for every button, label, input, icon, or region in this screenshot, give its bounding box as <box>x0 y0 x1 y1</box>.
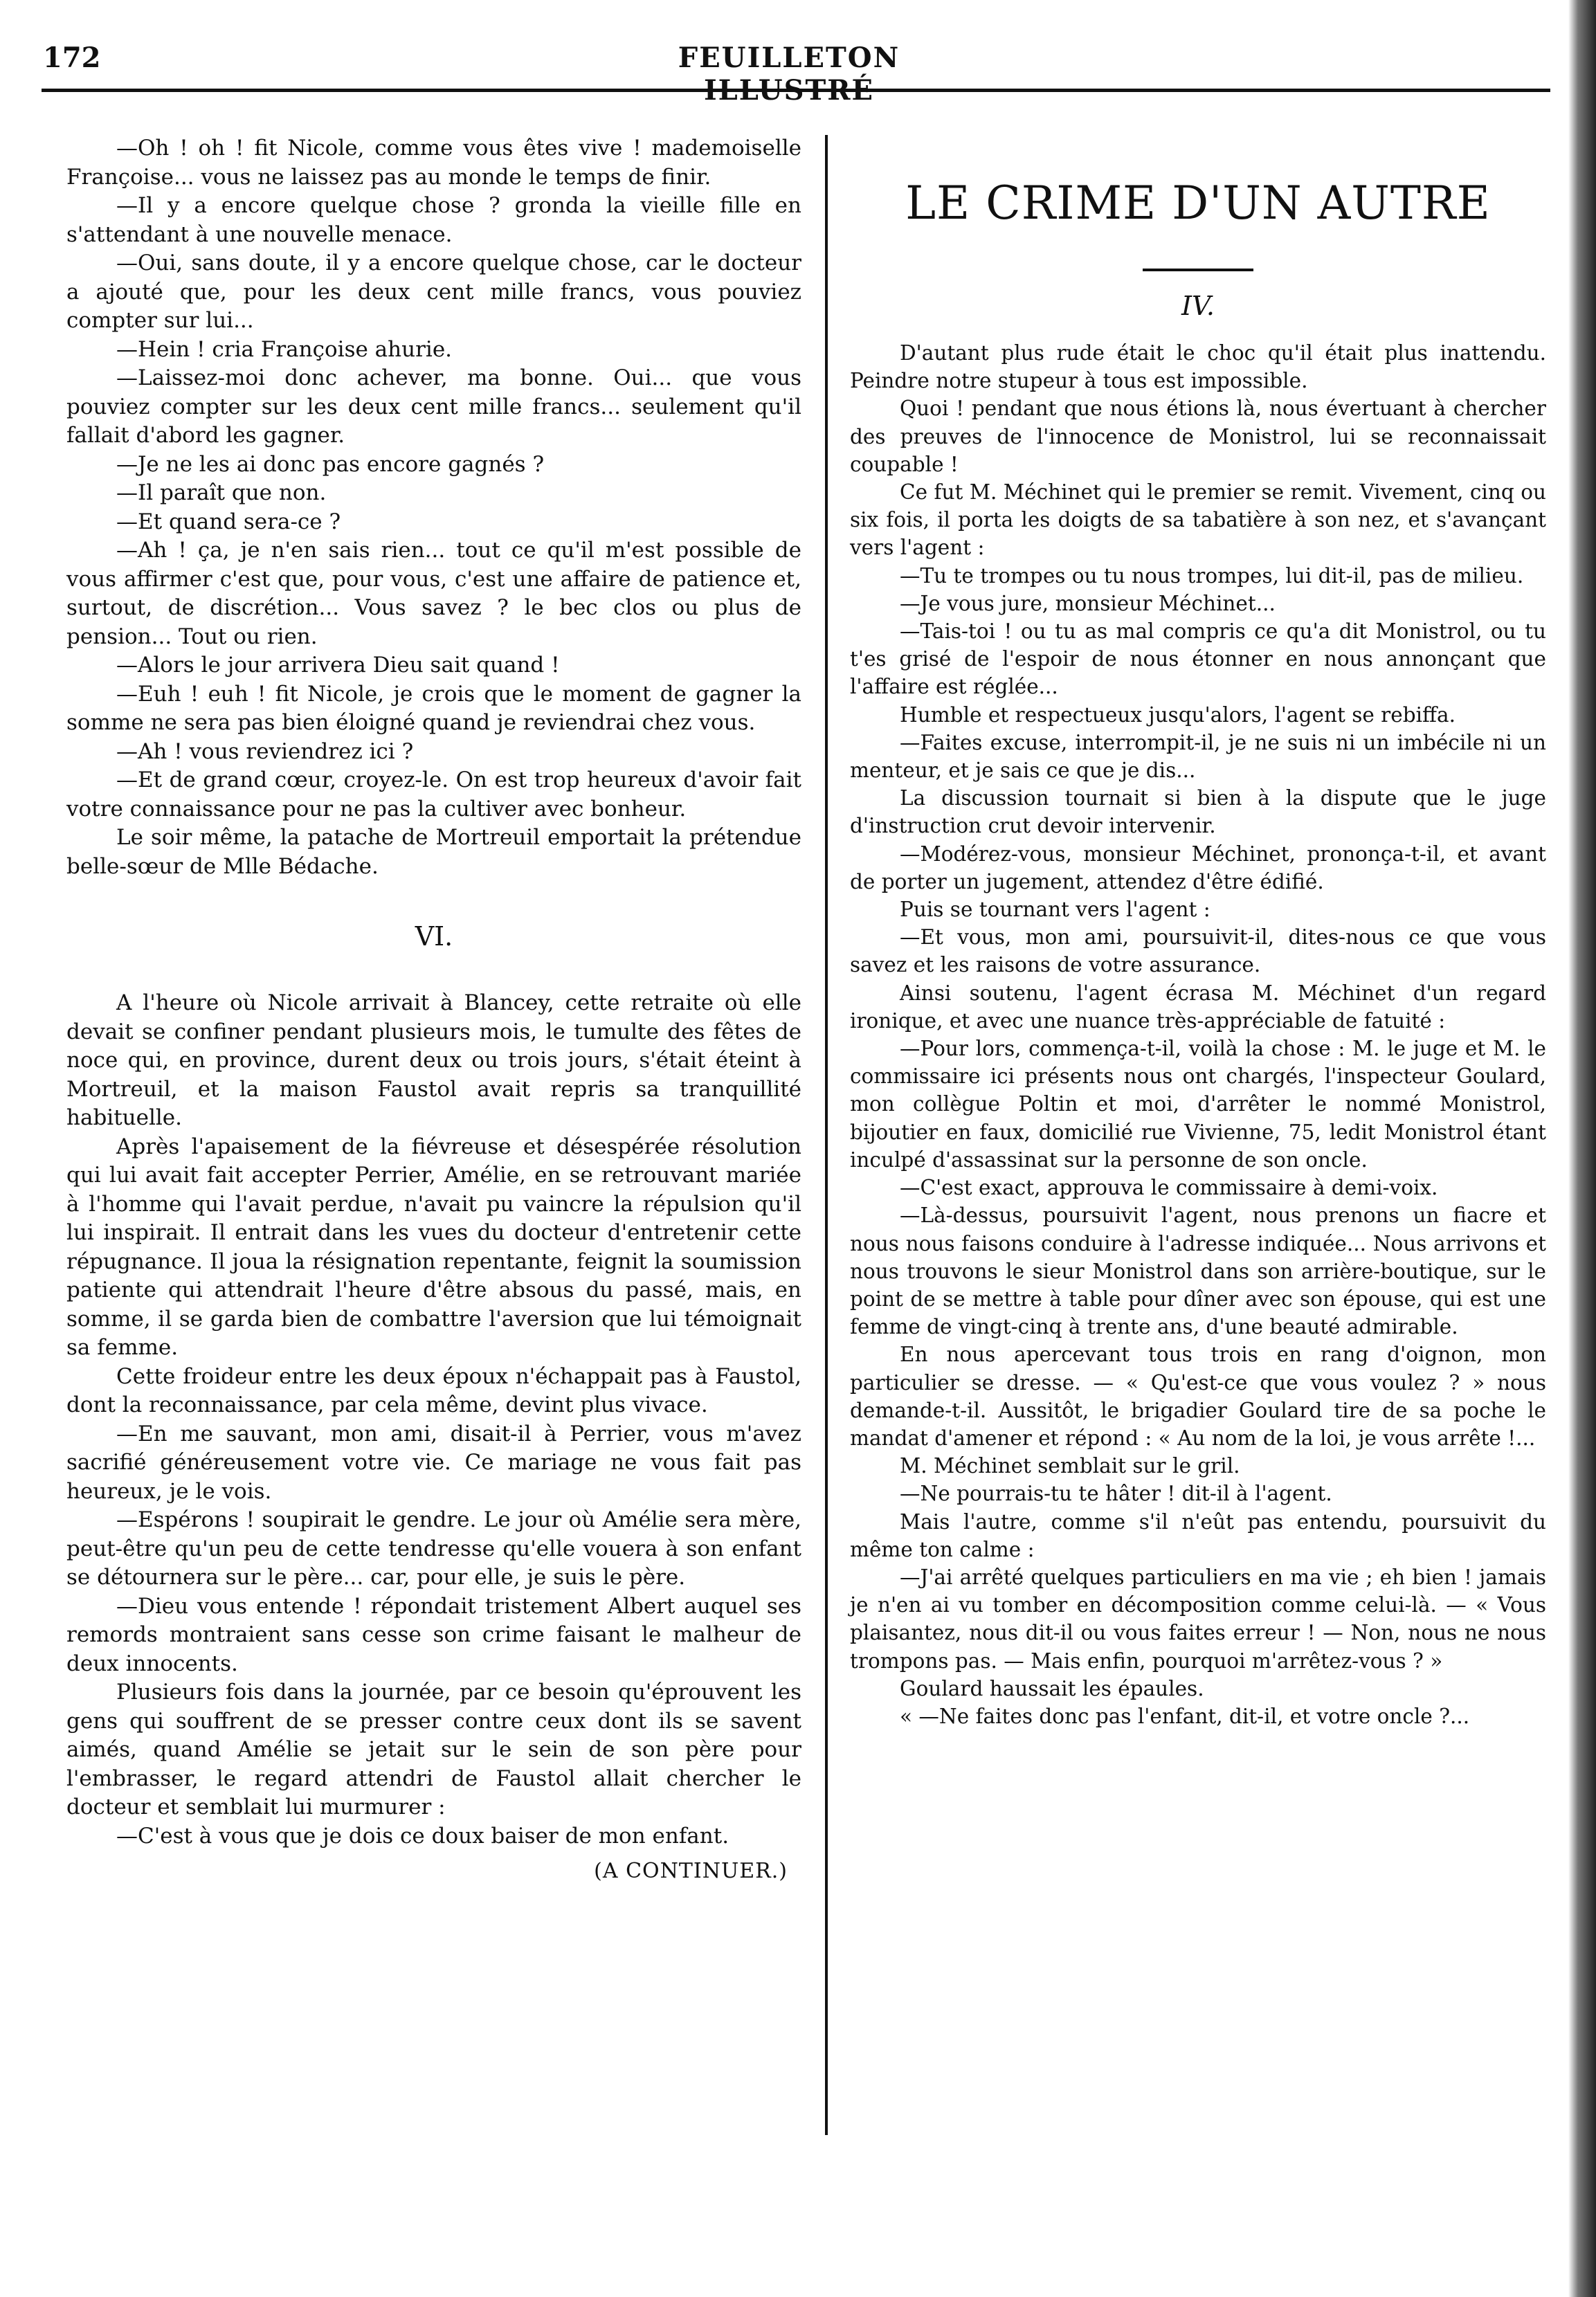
paragraph: —Modérez-vous, monsieur Méchinet, prononça-t-il, et avant de porter un jugement, attendez d'être édifié. <box>850 842 1546 893</box>
paragraph: Après l'apaisement de la fiévreuse et désespérée résolution qui lui avait fait accepter Perrier, Amélie, en se retrouvant mariée à l'homme qui l'avait perdue, n'avait pu vaincre la répulsion qu'il lui inspirait. Il entrait dans les vues du docteur d'entretenir cette répugnance. Il joua la résignation repentante, feignit la soumission patiente qui attendrait l'heure d'être absous du passé, mais, en somme, il se garda bien de combattre l'aversion que lui témoignait sa femme. <box>66 1134 801 1360</box>
page-number: 172 <box>43 42 101 74</box>
section-heading: VI. <box>415 921 453 952</box>
right-column-text <box>850 339 1546 1730</box>
paragraph: —Et quand sera-ce ? <box>116 509 341 534</box>
paragraph: —Ah ! vous reviendrez ici ? <box>116 738 414 764</box>
left-column-text-bottom <box>66 989 801 1851</box>
paragraph: —Alors le jour arrivera Dieu sait quand ! <box>116 653 560 678</box>
paragraph: Goulard haussait les épaules. <box>900 1676 1204 1700</box>
paragraph: —Laissez-moi donc achever, ma bonne. Oui... que vous pouviez compter sur les deux cent mille francs... seulement qu'il fallait d'abord les gagner. <box>66 365 801 448</box>
paragraph: D'autant plus rude était le choc qu'il était plus inattendu. Peindre notre stupeur à tous est impossible. <box>850 341 1546 393</box>
paragraph: —Tais-toi ! ou tu as mal compris ce qu'a dit Monistrol, ou tu t'es grisé de l'espoir de nous étonner en nous annonçant que l'affaire est réglée... <box>850 619 1546 699</box>
paragraph: —Il paraît que non. <box>116 480 327 505</box>
paragraph: « —Ne faites donc pas l'enfant, dit-il, et votre oncle ?... <box>900 1704 1470 1728</box>
left-column <box>66 134 801 1883</box>
paragraph: —Oui, sans doute, il y a encore quelque chose, car le docteur a ajouté que, pour les deux cent mille francs, vous pouviez compter sur lui... <box>66 251 801 333</box>
paragraph: —J'ai arrêté quelques particuliers en ma vie ; eh bien ! jamais je n'en ai vu tomber en décomposition comme celui-là. — « Vous plaisantez, nous dit-il ou vous faites erreur ! — Non, nous ne nous trompons pas. — Mais enfin, pourquoi m'arrêtez-vous ? » <box>850 1565 1546 1673</box>
paragraph: —C'est à vous que je dois ce doux baiser de mon enfant. <box>116 1823 729 1849</box>
paragraph: —Et de grand cœur, croyez-le. On est trop heureux d'avoir fait votre connaissance pour ne pas la cultiver avec bonheur. <box>66 768 801 821</box>
paragraph: —Faites excuse, interrompit-il, je ne suis ni un imbécile ni un menteur, et je sais ce que je dis... <box>850 730 1546 783</box>
paragraph: Mais l'autre, comme s'il n'eût pas entendu, poursuivit du même ton calme : <box>850 1509 1546 1561</box>
paragraph: —Là-dessus, poursuivit l'agent, nous prenons un fiacre et nous nous faisons conduire à l'adresse indiquée... Nous arrivons et nous trouvons le sieur Monistrol dans son arrière-boutique, sur le point de se mettre à table pour dîner avec son épouse, qui est une femme de vingt-cinq à trente ans, d'une beauté admirable. <box>850 1204 1546 1339</box>
paragraph: Humble et respectueux jusqu'alors, l'agent se rebiffa. <box>900 702 1456 727</box>
paragraph: —Je ne les ai donc pas encore gagnés ? <box>116 451 545 477</box>
column-divider <box>825 135 828 2135</box>
left-column-text-top <box>66 134 801 881</box>
paragraph: —Ah ! ça, je n'en sais rien... tout ce qu'il m'est possible de vous affirmer c'est que, pour vous, c'est une affaire de patience et, surtout, de discrétion... Vous savez ? le bec clos ou plus de pension... Tout ou rien. <box>66 538 801 649</box>
paragraph: Cette froideur entre les deux époux n'échappait pas à Faustol, dont la reconnaissance, par cela même, devint plus vivace. <box>66 1363 801 1417</box>
paragraph: Quoi ! pendant que nous étions là, nous évertuant à chercher des preuves de l'innocence de Monistrol, lui se reconnaissait coupable ! <box>850 397 1546 476</box>
paragraph: —Il y a encore quelque chose ? gronda la vieille fille en s'attendant à une nouvelle menace. <box>66 193 801 247</box>
right-column <box>850 134 1546 1730</box>
paragraph: —Je vous jure, monsieur Méchinet... <box>900 591 1276 615</box>
paragraph: M. Méchinet semblait sur le gril. <box>900 1454 1240 1478</box>
paragraph: Le soir même, la patache de Mortreuil emportait la prétendue belle-sœur de Mlle Bédache. <box>66 825 801 879</box>
title-rule <box>1143 269 1253 271</box>
story-title: LE CRIME D'UN AUTRE <box>905 176 1491 230</box>
paragraph: —Hein ! cria Françoise ahurie. <box>116 336 453 362</box>
paragraph: —Dieu vous entende ! répondait tristement Albert auquel ses remords montraient sans cesse son crime faisant le malheur de deux innocents. <box>66 1593 801 1676</box>
paragraph: A l'heure où Nicole arrivait à Blancey, cette retraite où elle devait se confiner pendant plusieurs mois, le tumulte des fêtes de noce qui, en province, durent deux ou trois jours, s'était éteint à Mortreuil, et la maison Faustol avait repris sa tranquillité habituelle. <box>66 990 801 1130</box>
chapter-heading: IV. <box>1181 291 1215 321</box>
paragraph: —Euh ! euh ! fit Nicole, je crois que le moment de gagner la somme ne sera pas bien éloigné quand je reviendrai chez vous. <box>66 681 801 735</box>
header-rule <box>42 89 1550 92</box>
paragraph: Ainsi soutenu, l'agent écrasa M. Méchinet d'un regard ironique, et avec une nuance très-appréciable de fatuité : <box>850 981 1546 1033</box>
paragraph: Ce fut M. Méchinet qui le premier se remit. Vivement, cinq ou six fois, il porta les doigts de sa tabatière à son nez, et s'avançant vers l'agent : <box>850 480 1546 560</box>
paragraph: La discussion tournait si bien à la dispute que le juge d'instruction crut devoir intervenir. <box>850 786 1546 838</box>
paragraph: En nous apercevant tous trois en rang d'oignon, mon particulier se dresse. — « Qu'est-ce que vous voulez ? » nous demande-t-il. Aussitôt, le brigadier Goulard tire de sa poche le mandat d'amener et répond : « Au nom de la loi, je vous arrête !... <box>850 1343 1546 1450</box>
paragraph: —Oh ! oh ! fit Nicole, comme vous êtes vive ! mademoiselle Françoise... vous ne laissez pas au monde le temps de finir. <box>66 136 801 190</box>
paragraph: Puis se tournant vers l'agent : <box>900 898 1210 922</box>
paragraph: —Pour lors, commença-t-il, voilà la chose : M. le juge et M. le commissaire ici présents nous ont chargés, l'inspecteur Goulard, mon collègue Poltin et moi, d'arrêter le nommé Monistrol, bijoutier en faux, domicilié rue Vivienne, 75, ledit Monistrol étant inculpé d'assassinat sur la personne de son oncle. <box>850 1037 1546 1172</box>
paragraph: —C'est exact, approuva le commissaire à demi-voix. <box>900 1176 1438 1200</box>
to-be-continued: (A CONTINUER.) <box>594 1859 788 1883</box>
paragraph: —En me sauvant, mon ami, disait-il à Perrier, vous m'avez sacrifié généreusement votre vie. Ce mariage ne vous fait pas heureux, je le vois. <box>66 1421 801 1504</box>
running-title: FEUILLETON ILLUSTRÉ <box>678 42 900 107</box>
paragraph: —Et vous, mon ami, poursuivit-il, dites-nous ce que vous savez et les raisons de votre assurance. <box>850 925 1546 977</box>
page-edge-shadow <box>1568 0 1596 2297</box>
paragraph: —Tu te trompes ou tu nous trompes, lui dit-il, pas de milieu. <box>900 563 1524 588</box>
paragraph: Plusieurs fois dans la journée, par ce besoin qu'éprouvent les gens qui souffrent de se presser contre ceux dont ils se savent aimés, quand Amélie se jetait sur le sein de son père pour l'embrasser, le regard attendri de Faustol allait chercher le docteur et semblait lui murmurer : <box>66 1680 801 1819</box>
paragraph: —Ne pourrais-tu te hâter ! dit-il à l'agent. <box>900 1482 1332 1506</box>
paragraph: —Espérons ! soupirait le gendre. Le jour où Amélie sera mère, peut-être qu'un peu de cette tendresse qu'elle vouera à son enfant se détournera sur le père... car, pour elle, je suis le père. <box>66 1507 801 1590</box>
